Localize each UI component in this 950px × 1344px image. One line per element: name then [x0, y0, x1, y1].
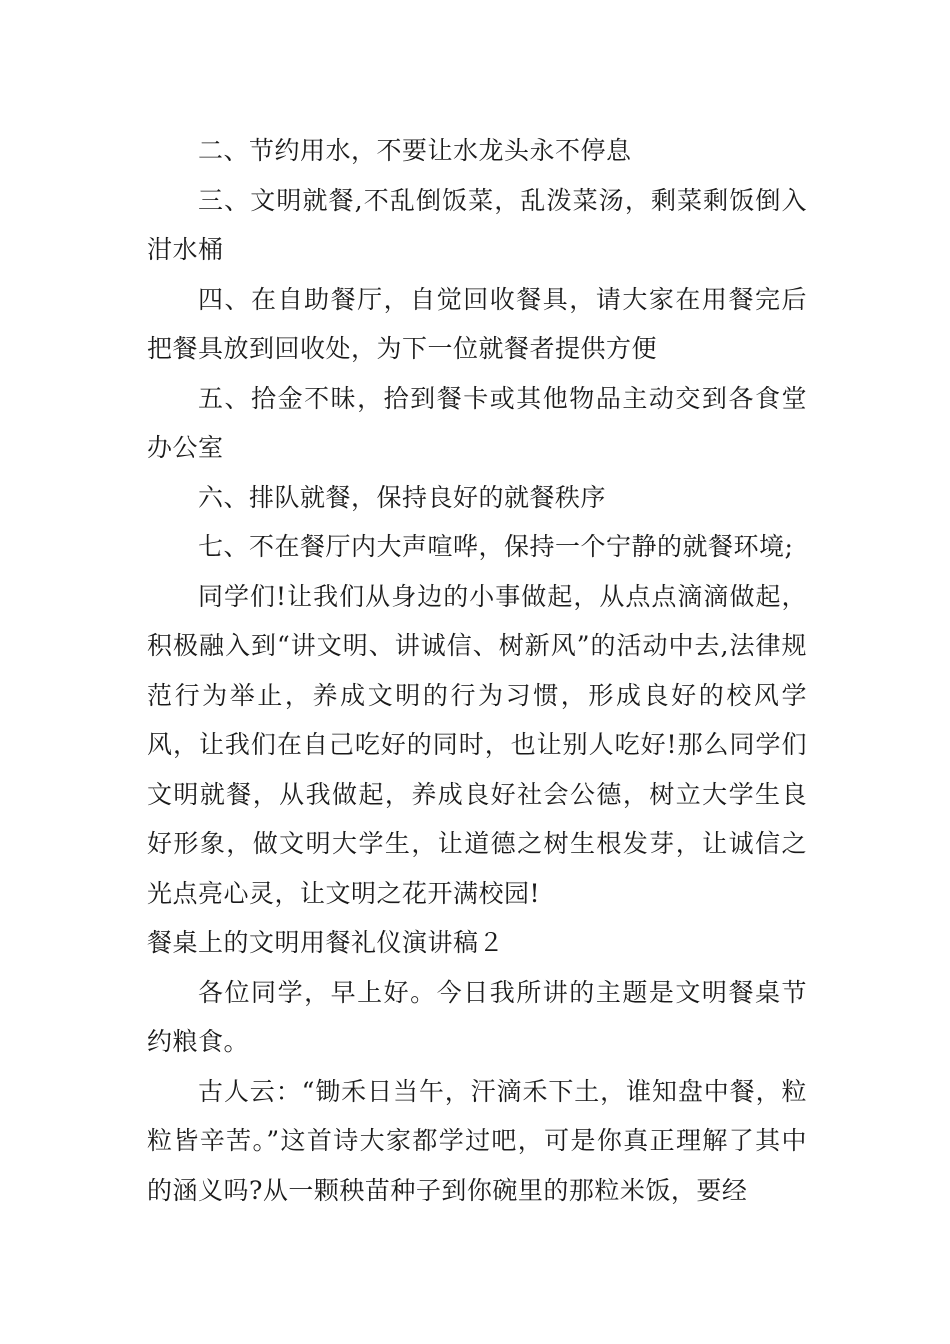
- paragraph-water-saving: 二、节约用水，不要让水龙头永不停息: [198, 136, 632, 165]
- paragraph-return-tableware: 四、在自助餐厅，自觉回收餐具，请大家在用餐完后把餐具放到回收处，为下一位就餐者提供方便: [147, 284, 807, 363]
- paragraph-call-to-action: 同学们!让我们从身边的小事做起，从点点滴滴做起，积极融入到“讲文明、讲诚信、树新风”的活动中去,法律规范行为举止，养成文明的行为习惯，形成良好的校风学风，让我们在自己吃好的同时，也让别人吃好!那么同学们文明就餐，从我做起，养成良好社会公德，树立大学生良好形象，做文明大学生，让道德之树生根发芽，让诚信之光点亮心灵，让文明之花开满校园!: [147, 581, 807, 908]
- paragraph-quiet: 七、不在餐厅内大声喧哗，保持一个宁静的就餐环境;: [198, 532, 794, 561]
- document-body: [147, 126, 807, 1215]
- section-heading: 餐桌上的文明用餐礼仪演讲稿２: [147, 928, 505, 957]
- paragraph-no-waste: 三、文明就餐,不乱倒饭菜，乱泼菜汤，剩菜剩饭倒入泔水桶: [147, 185, 807, 264]
- paragraph-lost-and-found: 五、拾金不昧，拾到餐卡或其他物品主动交到各食堂办公室: [147, 383, 807, 462]
- paragraph-poem: 古人云：“锄禾日当午，汗滴禾下土，谁知盘中餐，粒粒皆辛苦。”这首诗大家都学过吧，可是你真正理解了其中的涵义吗?从一颗秧苗种子到你碗里的那粒米饭，要经: [147, 1076, 807, 1205]
- paragraph-queue: 六、排队就餐，保持良好的就餐秩序: [198, 482, 607, 512]
- paragraph-greeting: 各位同学，早上好。今日我所讲的主题是文明餐桌节约粮食。: [147, 977, 807, 1056]
